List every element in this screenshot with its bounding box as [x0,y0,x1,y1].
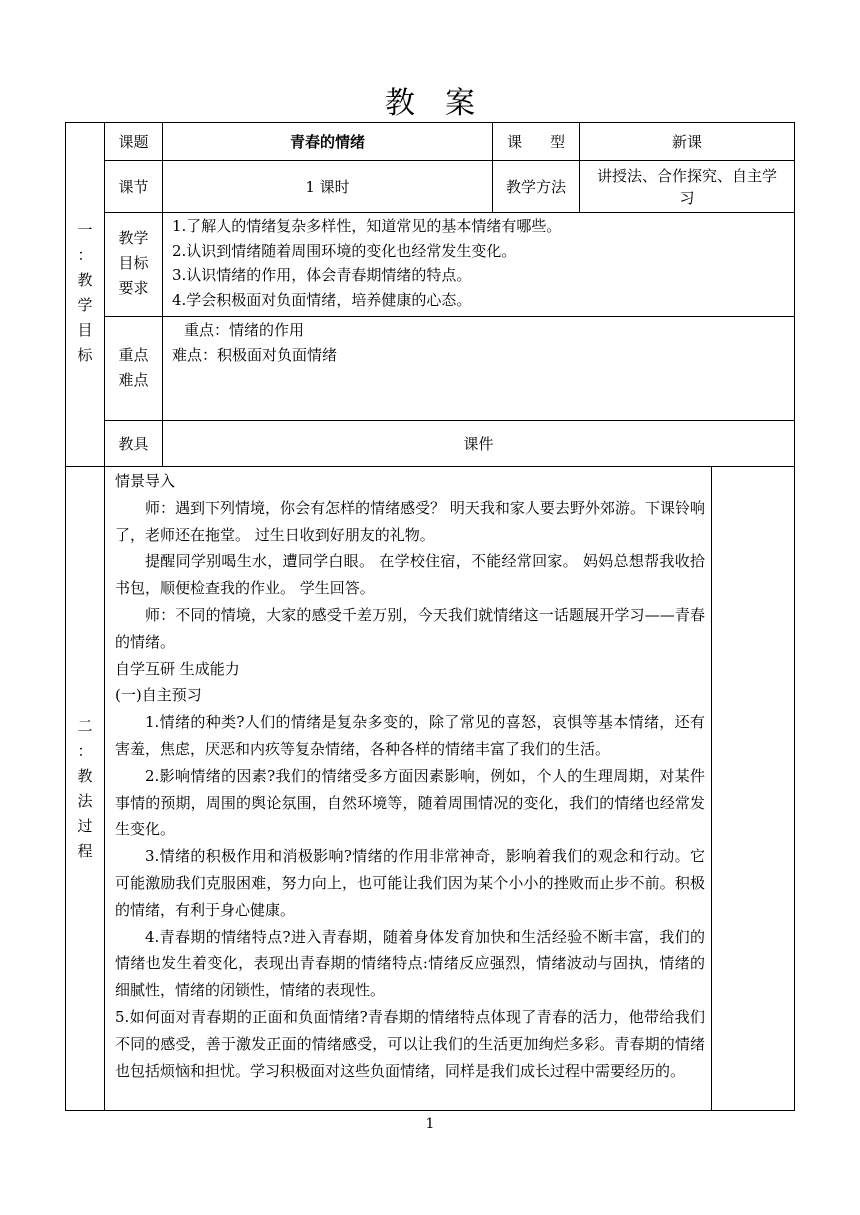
key-label-line: 难点 [118,371,149,389]
process-paragraph: 师：遇到下列情境，你会有怎样的情绪感受？ 明天我和家人要去野外郊游。下课铃响了，老师还在拖堂。 过生日收到好朋友的礼物。 [115,498,705,544]
type-value: 新课 [671,132,702,151]
goal-item: 3.认识情绪的作用，体会青春期情绪的特点。 [172,266,472,284]
key-point: 重点：情绪的作用 [184,321,305,339]
topic-value: 青春的情绪 [289,132,365,151]
goals-label-line: 要求 [118,279,149,297]
goals-label [105,226,162,301]
section1-label-char: 目 [77,321,93,339]
section2-label-char: ： [77,742,93,760]
process-body [115,468,705,1084]
key-label-line: 重点 [118,346,149,364]
section1-label [65,218,105,368]
process-paragraph: 3.情绪的积极作用和消极影响?情绪的作用非常神奇，影响着我们的观念和行动。它可能激励我们克服困难，努力向上，也可能让我们因为某个小小的挫败而止步不前。积极的情绪，有利于身心健康。 [115,847,705,919]
title-char-1: 教 [385,86,415,121]
process-paragraph: 提醒同学别喝生水，遭同学白眼。 在学校住宿，不能经常回家。 妈妈总想帮我收拾书包，顺便检查我的作业。 学生回答。 [115,552,705,598]
topic-label: 课题 [118,132,149,151]
section2-label-char: 二 [77,717,93,735]
process-paragraph: 1.情绪的种类?人们的情绪是复杂多变的，除了常见的喜怒，哀惧等基本情绪，还有害羞，焦虑，厌恶和内疚等复杂情绪，各种各样的情绪丰富了我们的生活。 [115,713,705,758]
process-heading: 情景导入 [115,472,176,490]
process-heading: 自学互研 生成能力 [115,659,240,678]
difficult-point: 难点：积极面对负面情绪 [172,346,338,364]
period-value: 1 课时 [305,177,350,196]
method-label: 教学方法 [505,177,566,196]
tools-label: 教具 [118,434,149,453]
process-paragraph: 师：不同的情境，大家的感受千差万别，今天我们就情绪这一话题展开学习——青春的情绪。 [115,605,705,651]
section2-label-char: 过 [77,817,93,835]
key-label [105,343,162,393]
section1-label-char: 标 [77,346,93,364]
process-paragraph: 4.青春期的情绪特点?进入青春期，随着身体发育加快和生活经验不断丰富，我们的情绪也发生着变化，表现出青春期的情绪特点:情绪反应强烈，情绪波动与固执，情绪的细腻性，情绪的闭锁性，情绪的表现性。 [115,927,705,1000]
section1-label-char: 一 [77,221,93,239]
section1-label-char: 学 [77,296,93,314]
section1-label-char: 教 [77,271,93,289]
section2-label-char: 法 [77,792,93,810]
section2-label-char: 程 [77,842,93,860]
page-title [0,78,860,122]
title-char-2: 案 [445,86,475,121]
process-paragraph: 2.影响情绪的因素?我们的情绪受多方面因素影响，例如，个人的生理周期，对某件事情的预期，周围的舆论氛围，自然环境等，随着周围情况的变化，我们的情绪也经常发生变化。 [115,766,705,839]
goals-label-line: 目标 [118,254,149,272]
type-label [493,123,579,160]
method-value-line: 习 [679,188,695,207]
goals-list [172,214,787,312]
method-value [580,161,794,212]
goal-item: 2.认识到情绪随着周围环境的变化也经常发生变化。 [172,241,517,260]
section2-label-char: 教 [77,767,93,785]
section1-label-char: ： [77,246,93,264]
period-label: 课节 [118,177,149,196]
tools-value: 课件 [463,434,494,453]
goal-item: 4.学会积极面对负面情绪，培养健康的心态。 [172,290,472,309]
type-label-char: 课 [507,132,523,151]
process-heading: (一)自主预习 [115,686,202,705]
process-paragraph: 5.如何面对青春期的正面和负面情绪?青春期的情绪特点体现了青春的活力，他带给我们不同的感受，善于激发正面的情绪感受，可以让我们的生活更加绚烂多彩。青春期的情绪也包括烦恼和担忧。学习积极面对这些负面情绪，同样是我们成长过程中需要经历的。 [115,1007,705,1080]
goals-label-line: 教学 [118,229,149,247]
goal-item: 1.了解人的情绪复杂多样性，知道常见的基本情绪有哪些。 [172,217,562,235]
section2-label [65,714,105,864]
page-number: 1 [425,1116,435,1132]
method-value-line: 讲授法、合作探究、自主学 [596,166,777,185]
type-label-char: 型 [549,132,565,151]
